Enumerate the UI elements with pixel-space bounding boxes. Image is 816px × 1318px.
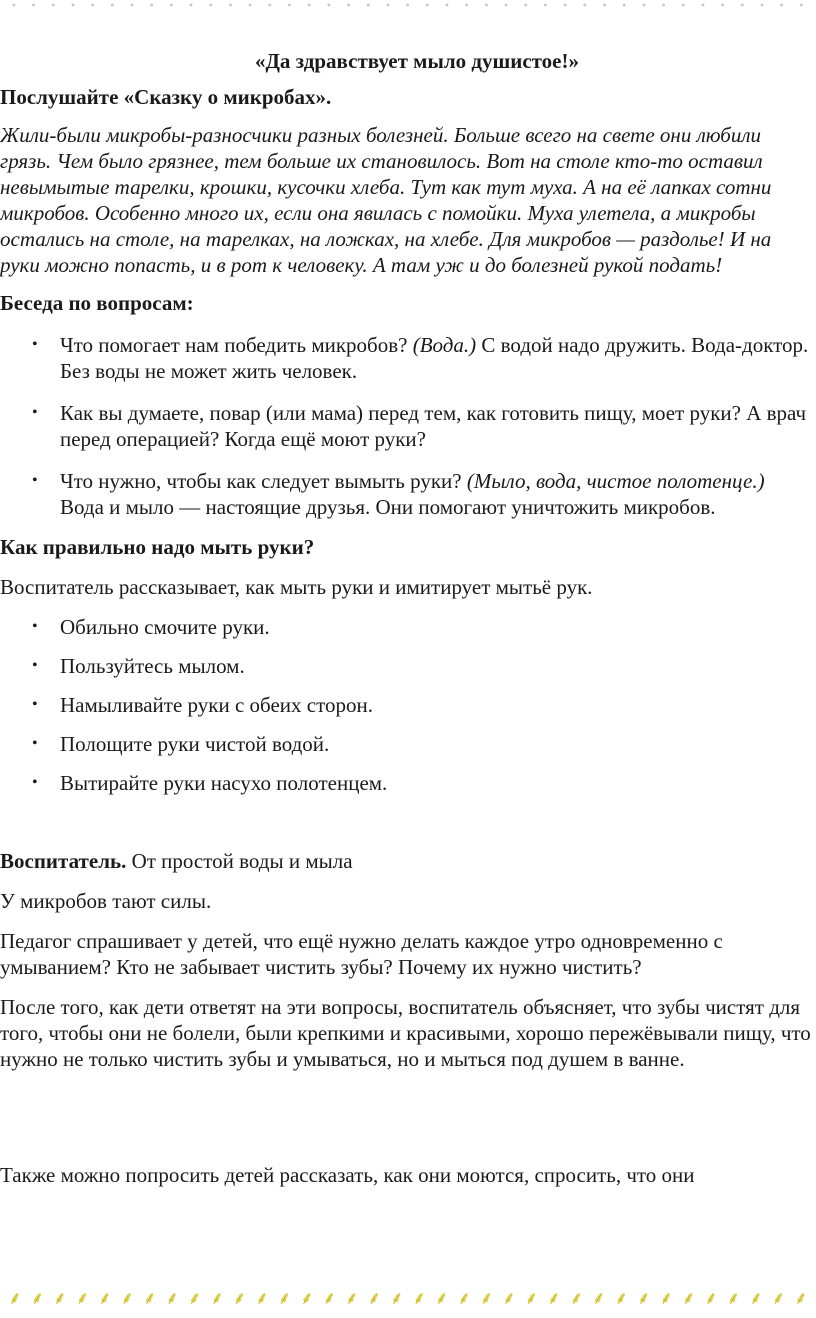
small-figure-icon: ⸙	[277, 1288, 292, 1308]
wash-heading: Как правильно надо мыть руки?	[0, 535, 315, 559]
explanation-paragraph: После того, как дети ответят на эти вопросы, воспитатель объясняет, что зубы чистят для того, чтобы они не болели, были крепкими и красивыми, хорошо пережёвывали пищу, что нужно не только чистить зубы и умываться, но и мыться под душем в ванне.	[0, 995, 811, 1071]
question-text: Как вы думаете, повар (или мама) перед тем, как готовить пищу, моет руки? А врач перед операцией? Когда ещё моют руки?	[60, 401, 807, 451]
list-item: • Пользуйтесь мылом.	[0, 653, 812, 679]
list-item	[0, 332, 812, 384]
story-paragraph: Жили-были микробы-разносчики разных болезней. Больше всего на свете они любили грязь. Чем было грязнее, тем больше их становилось. Вот на столе кто-то оставил невымытые тарелки, крошки, кусочки хлеба. Тут как тут муха. А на её лапках сотни микробов. Особенно много их, если она явилась с помойки. Муха улетела, а микробы остались на столе, на тарелках, на ложках, на хлебе. Для микробов — раздолье! И на руки можно попасть, и в рот к человеку. А там уж и до болезней рукой подать!	[0, 123, 772, 277]
wash-intro: Воспитатель рассказывает, как мыть руки и имитирует мытьё рук.	[0, 575, 593, 599]
small-figure-icon: ⸙	[434, 1288, 449, 1308]
small-figure-icon: ⸙	[322, 1288, 337, 1308]
top-dotted-border	[0, 0, 816, 10]
small-figure-icon: ⸙	[524, 1288, 539, 1308]
small-figure-icon: ⸙	[547, 1288, 561, 1308]
small-figure-icon: ⸙	[412, 1288, 426, 1308]
list-item	[0, 400, 812, 452]
small-figure-icon: ⸙	[636, 1288, 651, 1308]
small-figure-icon: ⸙	[53, 1288, 67, 1308]
small-figure-icon: ⸙	[726, 1288, 741, 1308]
question-text: Что нужно, чтобы как следует вымыть руки?	[60, 469, 467, 493]
question-comment: С водой надо дружить. Вода-доктор. Без воды не может жить человек.	[60, 333, 809, 383]
small-figure-icon: ⸙	[8, 1288, 22, 1308]
small-figure-icon: ⸙	[614, 1288, 628, 1308]
small-figure-icon: ⸙	[345, 1288, 359, 1308]
teacher-line-1: От простой воды и мыла	[126, 849, 353, 873]
small-figure-icon: ⸙	[681, 1288, 696, 1308]
question-text: Что помогает нам победить микробов?	[60, 333, 413, 357]
teeth-question-paragraph: Педагог спрашивает у детей, что ещё нужно делать каждое утро одновременно с умыванием? Кто не забывает чистить зубы? Почему их нужно чистить?	[0, 929, 723, 979]
small-figure-icon: ⸙	[75, 1288, 90, 1308]
small-figure-icon: ⸙	[187, 1288, 202, 1308]
small-figure-icon: ⸙	[704, 1288, 718, 1308]
wash-steps-list	[0, 614, 812, 796]
small-figure-icon: ⸙	[659, 1288, 673, 1308]
question-comment: Вода и мыло — настоящие друзья. Они помогают уничтожить микробов.	[60, 495, 716, 519]
small-figure-icon: ⸙	[165, 1288, 179, 1308]
list-item: • Вытирайте руки насухо полотенцем.	[0, 770, 812, 796]
small-figure-icon: ⸙	[210, 1288, 224, 1308]
small-figure-icon: ⸙	[749, 1288, 763, 1308]
closing-paragraph: Также можно попросить детей рассказать, как они моются, спросить, что они	[0, 1163, 695, 1187]
document-body	[0, 48, 812, 1188]
small-figure-icon: ⸙	[479, 1288, 494, 1308]
small-figure-icon: ⸙	[771, 1288, 786, 1308]
listen-heading: Послушайте «Сказку о микробах».	[0, 85, 332, 109]
small-figure-icon: ⸙	[120, 1288, 135, 1308]
teacher-verse-line-2: У микробов тают силы.	[0, 889, 212, 913]
questions-list	[0, 332, 812, 520]
list-item: • Обильно смочите руки.	[0, 614, 812, 640]
small-figure-icon: ⸙	[30, 1288, 45, 1308]
small-figure-icon: ⸙	[98, 1288, 112, 1308]
small-figure-icon: ⸙	[389, 1288, 404, 1308]
small-figure-icon: ⸙	[300, 1288, 314, 1308]
list-item: • Полощите руки чистой водой.	[0, 731, 812, 757]
conversation-heading: Беседа по вопросам:	[0, 291, 194, 315]
question-answer: (Вода.)	[412, 333, 477, 357]
small-figure-icon: ⸙	[794, 1288, 808, 1308]
list-item	[0, 468, 812, 520]
list-item: • Намыливайте руки с обеих сторон.	[0, 692, 812, 718]
question-answer: (Мыло, вода, чистое полотенце.)	[466, 469, 765, 493]
small-figure-icon: ⸙	[232, 1288, 247, 1308]
page-title: «Да здравствует мыло душистое!»	[254, 49, 579, 73]
small-figure-icon: ⸙	[569, 1288, 584, 1308]
small-figure-icon: ⸙	[457, 1288, 471, 1308]
bottom-figures-border	[0, 1284, 816, 1312]
small-figure-icon: ⸙	[142, 1288, 157, 1308]
teacher-label: Воспитатель.	[0, 849, 127, 873]
small-figure-icon: ⸙	[502, 1288, 516, 1308]
small-figure-icon: ⸙	[367, 1288, 381, 1308]
small-figure-icon: ⸙	[592, 1288, 606, 1308]
small-figure-icon: ⸙	[255, 1288, 269, 1308]
teacher-verse-line-1	[0, 848, 812, 874]
